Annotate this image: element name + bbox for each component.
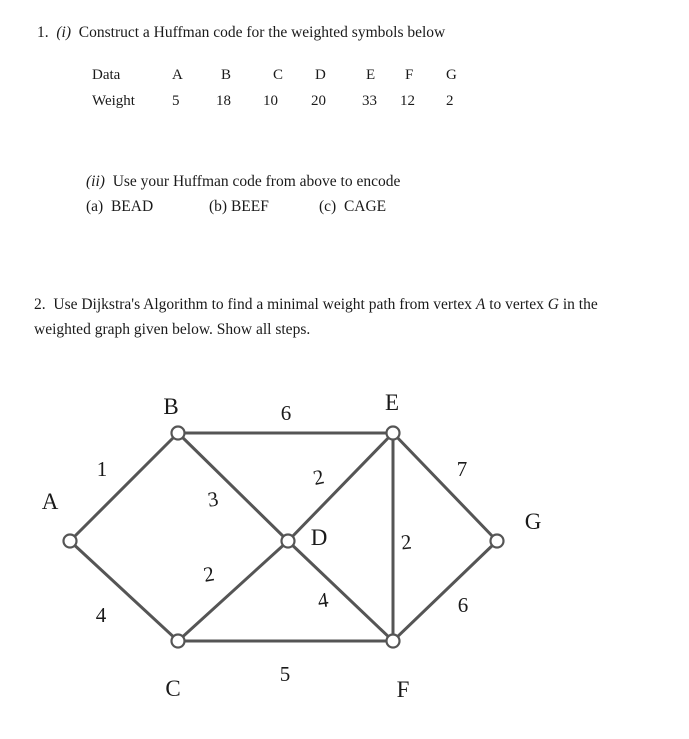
table-weight: 2	[446, 93, 454, 109]
edge-F-G	[393, 541, 497, 641]
table-symbol: D	[315, 67, 326, 83]
edge-weight-C-F: 5	[279, 662, 291, 686]
table-symbol: G	[446, 67, 457, 83]
edge-weight-A-C: 4	[95, 603, 107, 627]
edge-weight-B-D: 3	[206, 486, 220, 512]
q1-item-b: (b) BEEF	[209, 198, 269, 215]
q2-vertex-a: A	[475, 296, 486, 313]
table-weight: 33	[362, 93, 377, 109]
vertex-G-node	[491, 535, 504, 548]
edge-weight-D-F: 4	[316, 587, 330, 613]
edge-A-C	[70, 541, 178, 641]
table-symbol: E	[366, 67, 376, 83]
table-label-data: Data	[92, 67, 121, 83]
q2-vertex-g: G	[547, 296, 559, 313]
vertex-F-node	[387, 635, 400, 648]
edge-weight-A-B: 1	[96, 457, 108, 481]
vertex-C-node	[172, 635, 185, 648]
q1-part-i: (i)	[56, 24, 72, 41]
q2-line-2: weighted graph given below. Show all steps.	[34, 321, 311, 338]
table-weight: 12	[400, 93, 415, 109]
edge-A-B	[70, 433, 178, 541]
table-weight: 20	[311, 93, 326, 109]
table-weight: 5	[172, 93, 180, 109]
q2-text-b: to vertex	[485, 296, 548, 313]
table-symbol: B	[221, 67, 232, 83]
vertex-E-node	[387, 427, 400, 440]
q1-item-a: (a) BEAD	[86, 198, 154, 215]
q1-part-ii-text: Use your Huffman code from above to encode	[112, 173, 401, 190]
vertex-A-label: A	[41, 489, 59, 514]
q1-number: 1.	[37, 24, 49, 41]
edge-weight-C-D: 2	[201, 561, 217, 587]
edge-D-E	[288, 433, 393, 541]
edge-C-D	[178, 541, 288, 641]
edge-weight-E-F: 2	[399, 529, 413, 555]
q1-item-c: (c) CAGE	[319, 198, 387, 215]
q1-prompt: Construct a Huffman code for the weighted symbols below	[78, 24, 446, 41]
edge-weight-D-E: 2	[310, 464, 327, 490]
table-weight: 10	[263, 93, 278, 109]
q2-text-c: in the	[558, 296, 598, 313]
vertex-F-label: F	[396, 677, 410, 702]
table-label-weight: Weight	[92, 93, 135, 109]
vertex-B-node	[172, 427, 185, 440]
vertex-C-label: C	[165, 676, 181, 701]
q1-part-ii-label: (ii)	[86, 173, 105, 190]
table-symbol: C	[273, 67, 284, 83]
edge-D-F	[288, 541, 393, 641]
vertex-D-label: D	[310, 525, 328, 550]
edge-weight-F-G: 6	[457, 593, 469, 617]
edge-weight-B-E: 6	[280, 401, 292, 425]
edge-E-G	[393, 433, 497, 541]
edge-weight-E-G: 7	[456, 457, 468, 481]
table-symbol: A	[172, 67, 183, 83]
vertex-E-label: E	[384, 390, 400, 415]
table-symbol: F	[405, 67, 414, 83]
vertex-D-node	[282, 535, 295, 548]
edge-B-D	[178, 433, 288, 541]
vertex-A-node	[64, 535, 77, 548]
table-weight: 18	[216, 93, 231, 109]
q2-text-a: 2. Use Dijkstra's Algorithm to find a minimal weight path from vertex	[34, 296, 476, 313]
vertex-B-label: B	[163, 394, 179, 419]
vertex-G-label: G	[524, 509, 542, 534]
